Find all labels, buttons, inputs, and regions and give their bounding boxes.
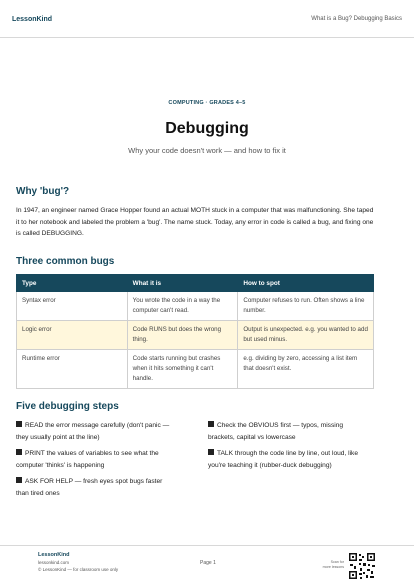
footer-url-link[interactable]: lessonkind.com	[38, 560, 70, 565]
debugging-steps-heading: Five debugging steps	[16, 401, 119, 412]
column-header-what: What it is	[127, 275, 238, 292]
page-title: Debugging	[165, 120, 249, 137]
square-bullet-icon	[16, 449, 22, 455]
table-row	[17, 350, 374, 389]
list-item: Check the OBVIOUS first — typos, missing brackets, capital vs lowercase	[208, 422, 344, 441]
grade-kicker: COMPUTING · GRADES 4–5	[168, 100, 246, 106]
table-row	[17, 292, 374, 321]
document-title: What is a Bug? Debugging Basics	[311, 16, 402, 22]
bugs-table	[16, 274, 374, 389]
list-item: TALK through the code line by line, out loud, like you're teaching it (rubber-duck debugging)	[208, 450, 358, 469]
footer-copyright: © LessonKind — for classroom use only	[38, 567, 119, 572]
table-cell: Computer refuses to run. Often shows a line number.	[238, 292, 374, 321]
qr-code-icon[interactable]	[348, 552, 376, 580]
list-item: READ the error message carefully (don't panic — they usually point at the line)	[16, 422, 170, 441]
list-item: PRINT the values of variables to see what the computer 'thinks' is happening	[16, 450, 159, 469]
column-header-type: Type	[17, 275, 128, 292]
table-cell: Code RUNS but does the wrong thing.	[127, 321, 238, 350]
square-bullet-icon	[16, 421, 22, 427]
table-row	[17, 321, 374, 350]
square-bullet-icon	[208, 449, 214, 455]
table-header-row	[17, 275, 374, 292]
table-cell: Syntax error	[17, 292, 128, 321]
table-cell: Code starts running but crashes when it hits something it can't handle.	[127, 350, 238, 389]
column-header-spot: How to spot	[238, 275, 374, 292]
square-bullet-icon	[16, 477, 22, 483]
footer-brand: LessonKind	[38, 552, 70, 558]
table-cell: Logic error	[17, 321, 128, 350]
why-bug-paragraph: In 1947, an engineer named Grace Hopper found an actual MOTH stuck in a computer that was malfunctioning. She taped it to her notebook and labeled the problem a 'bug'. The name stuck. Today, any error in code is called a bug, and fixing one is called DEBUGGING.	[16, 207, 374, 237]
scan-caption: Scan for more lessons	[322, 560, 344, 569]
table-cell: e.g. dividing by zero, accessing a list item that doesn't exist.	[238, 350, 374, 389]
square-bullet-icon	[208, 421, 214, 427]
page-subtitle: Why your code doesn't work — and how to fix it	[128, 146, 286, 155]
table-cell: Output is unexpected. e.g. you wanted to add but used minus.	[238, 321, 374, 350]
page-footer	[0, 545, 414, 585]
page-header	[0, 0, 414, 38]
table-cell: Runtime error	[17, 350, 128, 389]
list-item: ASK FOR HELP — fresh eyes spot bugs faster than tired ones	[16, 478, 163, 497]
brand-logo[interactable]: LessonKind	[12, 16, 53, 23]
why-bug-heading: Why 'bug'?	[16, 186, 70, 197]
page-number: Page 1	[200, 560, 216, 566]
table-cell: You wrote the code in a way the computer can't read.	[127, 292, 238, 321]
common-bugs-heading: Three common bugs	[16, 256, 115, 267]
